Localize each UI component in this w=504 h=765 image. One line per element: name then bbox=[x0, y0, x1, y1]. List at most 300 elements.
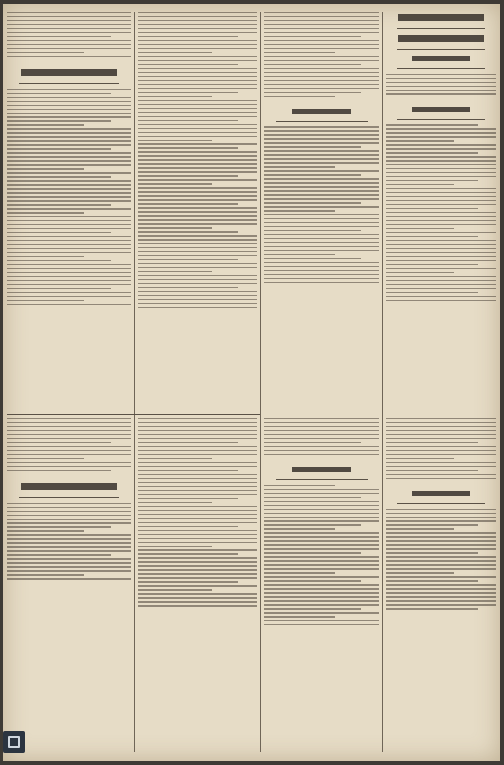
text-line bbox=[264, 620, 379, 621]
headline-rule bbox=[276, 121, 368, 122]
text-line bbox=[386, 236, 478, 237]
text-line bbox=[264, 158, 379, 159]
text-line bbox=[386, 292, 478, 293]
headline-rule bbox=[19, 83, 118, 84]
text-line bbox=[7, 120, 111, 121]
text-line bbox=[264, 520, 379, 521]
text-line bbox=[7, 292, 131, 293]
text-line bbox=[138, 108, 257, 109]
text-line bbox=[138, 12, 257, 13]
text-line bbox=[386, 228, 454, 229]
text-line bbox=[386, 588, 496, 589]
text-line bbox=[138, 243, 257, 244]
text-line bbox=[386, 572, 454, 573]
text-line bbox=[138, 175, 238, 176]
text-line bbox=[386, 196, 496, 197]
text-line bbox=[386, 470, 478, 471]
text-line bbox=[138, 239, 257, 240]
text-line bbox=[386, 192, 496, 193]
text-line bbox=[264, 130, 379, 131]
text-line bbox=[386, 462, 496, 463]
text-line bbox=[386, 264, 478, 265]
text-line bbox=[264, 505, 379, 506]
text-line bbox=[264, 84, 379, 85]
text-line bbox=[386, 509, 496, 510]
text-line bbox=[264, 230, 361, 231]
text-line bbox=[264, 584, 379, 585]
text-line bbox=[138, 84, 257, 85]
text-line bbox=[138, 466, 257, 467]
text-line bbox=[7, 176, 111, 177]
text-line bbox=[138, 438, 257, 439]
text-line bbox=[7, 188, 131, 189]
text-line bbox=[7, 113, 131, 114]
text-line bbox=[264, 454, 379, 455]
newspaper-page bbox=[3, 4, 500, 761]
text-line bbox=[138, 589, 212, 590]
text-line bbox=[7, 136, 131, 137]
paragraph-gap bbox=[7, 582, 131, 587]
text-line bbox=[264, 418, 379, 419]
text-line bbox=[7, 204, 111, 205]
text-line bbox=[264, 552, 361, 553]
text-line bbox=[264, 194, 379, 195]
text-line bbox=[386, 128, 496, 129]
text-line bbox=[138, 279, 257, 280]
text-line bbox=[138, 40, 257, 41]
text-line bbox=[264, 40, 379, 41]
text-line bbox=[7, 16, 131, 17]
text-line bbox=[7, 550, 131, 551]
text-line bbox=[138, 183, 212, 184]
headline-bar bbox=[21, 69, 118, 76]
text-line bbox=[138, 68, 257, 69]
text-line bbox=[138, 155, 257, 156]
text-line bbox=[264, 242, 379, 243]
text-line bbox=[7, 562, 131, 563]
text-line bbox=[7, 534, 131, 535]
text-line bbox=[386, 216, 496, 217]
text-line bbox=[7, 212, 84, 213]
text-line bbox=[264, 588, 379, 589]
text-line bbox=[7, 105, 131, 106]
text-line bbox=[386, 548, 496, 549]
text-line bbox=[138, 104, 257, 105]
text-line bbox=[264, 497, 361, 498]
text-line bbox=[7, 232, 111, 233]
text-line bbox=[138, 48, 257, 49]
text-line bbox=[7, 256, 84, 257]
text-line bbox=[386, 232, 496, 233]
headline-rule bbox=[397, 28, 485, 29]
text-line bbox=[7, 264, 131, 265]
text-line bbox=[7, 530, 84, 531]
text-line bbox=[264, 509, 379, 510]
text-line bbox=[386, 188, 496, 189]
column-1 bbox=[7, 12, 131, 410]
headline-rule bbox=[19, 497, 118, 498]
text-line bbox=[138, 526, 238, 527]
text-line bbox=[138, 462, 257, 463]
text-line bbox=[7, 28, 131, 29]
text-line bbox=[138, 251, 257, 252]
text-line bbox=[7, 109, 131, 110]
text-line bbox=[264, 278, 379, 279]
text-line bbox=[138, 430, 257, 431]
text-line bbox=[264, 270, 379, 271]
text-line bbox=[138, 299, 257, 300]
headline-bar bbox=[412, 491, 469, 496]
text-line bbox=[7, 574, 84, 575]
text-line bbox=[138, 446, 257, 447]
text-line bbox=[138, 136, 257, 137]
text-line bbox=[138, 219, 257, 220]
text-line bbox=[264, 246, 379, 247]
text-line bbox=[386, 124, 478, 125]
text-line bbox=[264, 28, 379, 29]
text-line bbox=[7, 566, 131, 567]
text-line bbox=[138, 518, 257, 519]
text-line bbox=[386, 74, 496, 75]
paragraph-gap bbox=[264, 628, 379, 633]
text-line bbox=[264, 16, 379, 17]
text-line bbox=[386, 164, 496, 165]
text-line bbox=[386, 458, 454, 459]
text-line bbox=[7, 44, 131, 45]
text-line bbox=[386, 536, 496, 537]
text-line bbox=[138, 223, 257, 224]
text-line bbox=[138, 422, 257, 423]
text-line bbox=[138, 132, 257, 133]
text-line bbox=[386, 524, 478, 525]
text-line bbox=[138, 287, 238, 288]
text-line bbox=[264, 517, 379, 518]
text-line bbox=[386, 580, 478, 581]
text-line bbox=[7, 220, 131, 221]
text-line bbox=[138, 458, 212, 459]
text-line bbox=[7, 522, 131, 523]
text-line bbox=[138, 454, 257, 455]
text-line bbox=[138, 482, 257, 483]
text-line bbox=[138, 247, 257, 248]
text-line bbox=[7, 196, 131, 197]
text-line bbox=[386, 596, 496, 597]
text-line bbox=[7, 152, 131, 153]
text-line bbox=[386, 260, 496, 261]
text-line bbox=[138, 546, 212, 547]
text-line bbox=[264, 72, 379, 73]
text-line bbox=[264, 528, 335, 529]
text-line bbox=[138, 64, 238, 65]
text-line bbox=[7, 216, 131, 217]
text-line bbox=[386, 600, 496, 601]
paragraph-gap bbox=[386, 97, 496, 102]
text-line bbox=[386, 280, 496, 281]
text-line bbox=[7, 40, 131, 41]
headline-rule bbox=[397, 68, 485, 69]
viewer-corner-icon bbox=[3, 731, 25, 753]
text-line bbox=[264, 186, 379, 187]
text-line bbox=[386, 532, 496, 533]
text-line bbox=[264, 624, 379, 625]
text-line bbox=[7, 124, 84, 125]
text-line bbox=[138, 140, 212, 141]
text-line bbox=[386, 132, 496, 133]
text-line bbox=[264, 226, 379, 227]
paragraph-gap bbox=[7, 60, 131, 65]
text-line bbox=[7, 304, 131, 305]
text-line bbox=[138, 100, 257, 101]
text-line bbox=[264, 600, 379, 601]
text-line bbox=[138, 581, 238, 582]
text-line bbox=[264, 162, 379, 163]
text-line bbox=[386, 446, 496, 447]
text-line bbox=[386, 156, 496, 157]
section-rule bbox=[7, 414, 260, 415]
text-line bbox=[138, 215, 257, 216]
text-line bbox=[7, 507, 131, 508]
text-line bbox=[264, 501, 379, 502]
text-line bbox=[138, 418, 257, 419]
text-line bbox=[264, 44, 379, 45]
text-line bbox=[138, 450, 257, 451]
text-line bbox=[138, 112, 257, 113]
text-line bbox=[138, 128, 257, 129]
text-line bbox=[7, 32, 131, 33]
text-line bbox=[264, 198, 379, 199]
text-line bbox=[138, 557, 257, 558]
text-line bbox=[386, 434, 496, 435]
text-line bbox=[138, 538, 257, 539]
text-line bbox=[138, 434, 257, 435]
text-line bbox=[138, 52, 212, 53]
text-line bbox=[264, 52, 335, 53]
text-line bbox=[264, 580, 361, 581]
column-3 bbox=[264, 12, 379, 410]
text-line bbox=[386, 90, 496, 91]
text-line bbox=[138, 20, 257, 21]
text-line bbox=[138, 159, 257, 160]
text-line bbox=[7, 268, 131, 269]
text-line bbox=[386, 136, 496, 137]
text-line bbox=[7, 236, 131, 237]
text-line bbox=[138, 195, 257, 196]
text-line bbox=[264, 88, 379, 89]
text-line bbox=[7, 184, 131, 185]
text-line bbox=[7, 144, 131, 145]
text-line bbox=[7, 89, 131, 90]
text-line bbox=[7, 542, 131, 543]
text-line bbox=[138, 530, 257, 531]
text-line bbox=[386, 604, 496, 605]
text-line bbox=[264, 190, 379, 191]
text-line bbox=[386, 454, 496, 455]
text-line bbox=[264, 250, 379, 251]
text-line bbox=[138, 506, 257, 507]
text-line bbox=[386, 256, 496, 257]
text-line bbox=[7, 128, 131, 129]
text-line bbox=[138, 577, 257, 578]
text-line bbox=[386, 608, 478, 609]
text-line bbox=[138, 510, 257, 511]
text-line bbox=[7, 160, 131, 161]
text-line bbox=[264, 513, 379, 514]
text-line bbox=[7, 20, 131, 21]
text-line bbox=[386, 426, 496, 427]
text-line bbox=[386, 478, 496, 479]
text-line bbox=[7, 276, 131, 277]
text-line bbox=[7, 450, 131, 451]
text-line bbox=[264, 150, 379, 151]
text-line bbox=[386, 466, 496, 467]
text-line bbox=[7, 12, 131, 13]
text-line bbox=[7, 430, 131, 431]
text-line bbox=[7, 515, 131, 516]
text-line bbox=[264, 604, 379, 605]
text-line bbox=[138, 76, 257, 77]
text-line bbox=[264, 182, 379, 183]
text-line bbox=[7, 558, 131, 559]
text-line bbox=[386, 520, 496, 521]
text-line bbox=[386, 513, 496, 514]
paragraph-gap bbox=[264, 458, 379, 463]
text-line bbox=[7, 418, 131, 419]
text-line bbox=[264, 426, 379, 427]
text-line bbox=[7, 172, 131, 173]
text-line bbox=[264, 80, 379, 81]
text-line bbox=[264, 556, 379, 557]
text-line bbox=[138, 494, 257, 495]
text-line bbox=[138, 163, 257, 164]
text-line bbox=[386, 296, 496, 297]
paragraph-gap bbox=[138, 311, 257, 316]
text-line bbox=[7, 466, 131, 467]
text-line bbox=[7, 140, 131, 141]
text-line bbox=[7, 116, 131, 117]
text-line bbox=[264, 238, 379, 239]
text-line bbox=[7, 208, 131, 209]
text-line bbox=[264, 234, 379, 235]
text-line bbox=[7, 300, 84, 301]
text-line bbox=[264, 206, 379, 207]
text-line bbox=[138, 211, 257, 212]
headline-rule bbox=[397, 49, 485, 50]
text-line bbox=[264, 12, 379, 13]
text-line bbox=[264, 434, 379, 435]
column-1-lower bbox=[7, 418, 131, 756]
text-line bbox=[138, 60, 257, 61]
text-line bbox=[7, 164, 131, 165]
text-line bbox=[138, 124, 257, 125]
text-line bbox=[386, 212, 496, 213]
text-line bbox=[7, 200, 131, 201]
text-line bbox=[7, 458, 84, 459]
text-line bbox=[264, 166, 335, 167]
headline-rule bbox=[397, 119, 485, 120]
text-line bbox=[264, 446, 379, 447]
text-line bbox=[386, 552, 478, 553]
column-2 bbox=[138, 12, 257, 410]
text-line bbox=[264, 596, 379, 597]
text-line bbox=[7, 101, 131, 102]
text-line bbox=[138, 32, 257, 33]
text-line bbox=[386, 300, 496, 301]
text-line bbox=[138, 565, 257, 566]
text-line bbox=[7, 156, 131, 157]
text-line bbox=[264, 76, 379, 77]
text-line bbox=[7, 446, 131, 447]
text-line bbox=[138, 199, 257, 200]
text-line bbox=[138, 235, 257, 236]
text-line bbox=[264, 60, 379, 61]
headline-bar bbox=[398, 35, 484, 42]
text-line bbox=[264, 442, 361, 443]
text-line bbox=[7, 224, 131, 225]
column-3-lower bbox=[264, 418, 379, 756]
text-line bbox=[264, 438, 379, 439]
text-line bbox=[7, 148, 111, 149]
text-line bbox=[7, 192, 131, 193]
text-line bbox=[7, 519, 131, 520]
text-line bbox=[7, 288, 111, 289]
text-line bbox=[386, 184, 454, 185]
text-line bbox=[264, 92, 361, 93]
text-line bbox=[264, 214, 379, 215]
text-line bbox=[264, 24, 379, 25]
text-line bbox=[7, 426, 131, 427]
text-line bbox=[386, 144, 496, 145]
text-line bbox=[7, 442, 111, 443]
text-line bbox=[138, 490, 257, 491]
text-line bbox=[264, 254, 335, 255]
text-line bbox=[7, 168, 84, 169]
headline-rule bbox=[276, 479, 368, 480]
text-line bbox=[264, 536, 379, 537]
column-4-lower bbox=[386, 418, 496, 756]
text-line bbox=[386, 220, 496, 221]
headline-bar bbox=[398, 14, 484, 21]
text-line bbox=[138, 474, 257, 475]
column-rule bbox=[260, 12, 261, 752]
text-line bbox=[138, 151, 257, 152]
text-line bbox=[138, 553, 238, 554]
text-line bbox=[138, 120, 238, 121]
text-line bbox=[264, 548, 379, 549]
text-line bbox=[264, 540, 379, 541]
text-line bbox=[138, 573, 257, 574]
text-line bbox=[264, 560, 379, 561]
text-line bbox=[386, 86, 496, 87]
text-line bbox=[386, 176, 496, 177]
text-line bbox=[264, 138, 379, 139]
text-line bbox=[138, 96, 212, 97]
text-line bbox=[7, 272, 131, 273]
text-line bbox=[138, 486, 257, 487]
text-line bbox=[138, 36, 238, 37]
text-line bbox=[386, 540, 496, 541]
text-line bbox=[138, 542, 257, 543]
text-line bbox=[138, 597, 257, 598]
text-line bbox=[138, 561, 257, 562]
text-line bbox=[7, 462, 131, 463]
text-line bbox=[138, 24, 257, 25]
text-line bbox=[386, 288, 496, 289]
text-line bbox=[7, 132, 131, 133]
column-rule bbox=[134, 12, 135, 752]
text-line bbox=[138, 502, 212, 503]
text-line bbox=[138, 203, 238, 204]
text-line bbox=[7, 252, 131, 253]
